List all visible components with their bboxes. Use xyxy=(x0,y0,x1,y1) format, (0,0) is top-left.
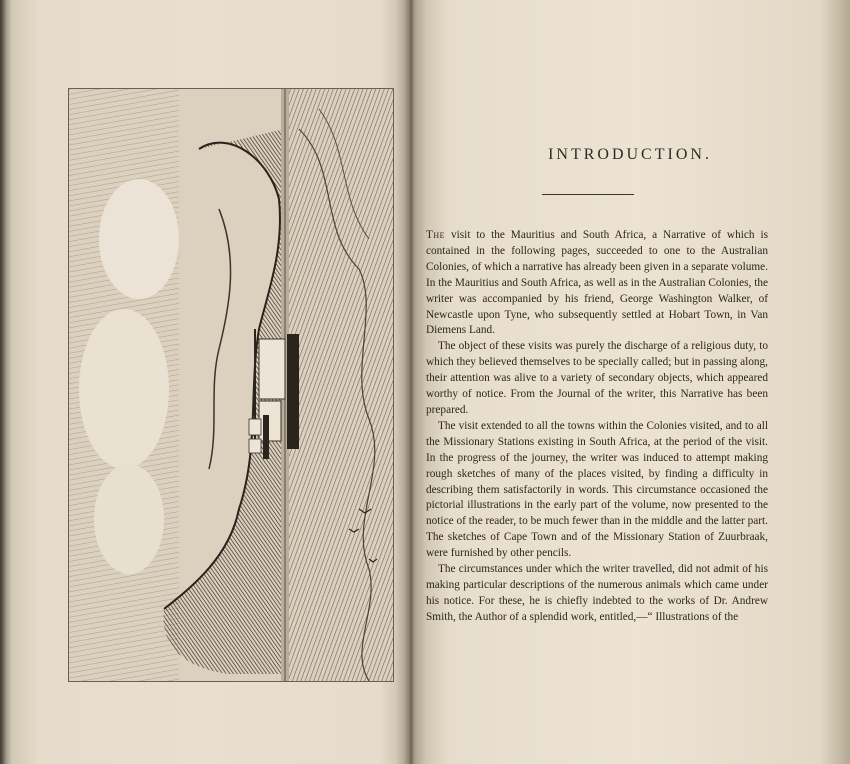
left-page xyxy=(0,0,408,764)
introduction-text xyxy=(426,228,768,626)
engraving-plate xyxy=(68,88,394,682)
paragraph xyxy=(426,228,768,339)
heading-rule xyxy=(542,194,634,195)
paragraph: The object of these visits was purely the discharge of a religious duty, to which they believed themselves to be specially called; but in passing along, their attention was alive to a variety of secondary objects, which appeared worthy of notice. From the Journal of the writer, this Narrative has been prepared. xyxy=(426,340,768,416)
paragraph: The visit extended to all the towns within the Colonies visited, and to all the Missionary Stations existing in South Africa, at the period of the visit. In the progress of the journey, the writer was induced to attempt making rough sketches of many of the places visited, by finding a difficulty in describing them satisfactorily in words. This circumstance occasioned the pictorial illustrations in the early part of the volume, now presented to the notice of the reader, to be much fewer than in the middle and the latter part. The sketches of Cape Town and of the Missionary Station of Zuurbraak, were furnished by other pencils. xyxy=(426,419,768,560)
ship-engraving-image xyxy=(69,89,393,681)
paragraph: The circumstances under which the writer travelled, did not admit of his making particular descriptions of the numerous animals which came under his notice. For these, he is chiefly indebted to the works of Dr. Andrew Smith, the Author of a splendid work, entitled,—“ Illustrations of the xyxy=(426,563,768,623)
right-page xyxy=(410,0,850,764)
paragraph-lead-word: The xyxy=(426,229,446,241)
paragraph-text: visit to the Mauritius and South Africa, a Narrative of which is contained in the following pages, succeeded to one to the Australian Colonies, of which a narrative has already been given in a separate volume. In the Mauritius and South Africa, as well as in the Australian Colonies, the writer was accompanied by his friend, George Washington Walker, of Newcastle upon Tyne, who subsequently settled at Hobart Town, in Van Diemens Land. xyxy=(426,229,768,337)
page-heading: INTRODUCTION. xyxy=(548,146,712,163)
